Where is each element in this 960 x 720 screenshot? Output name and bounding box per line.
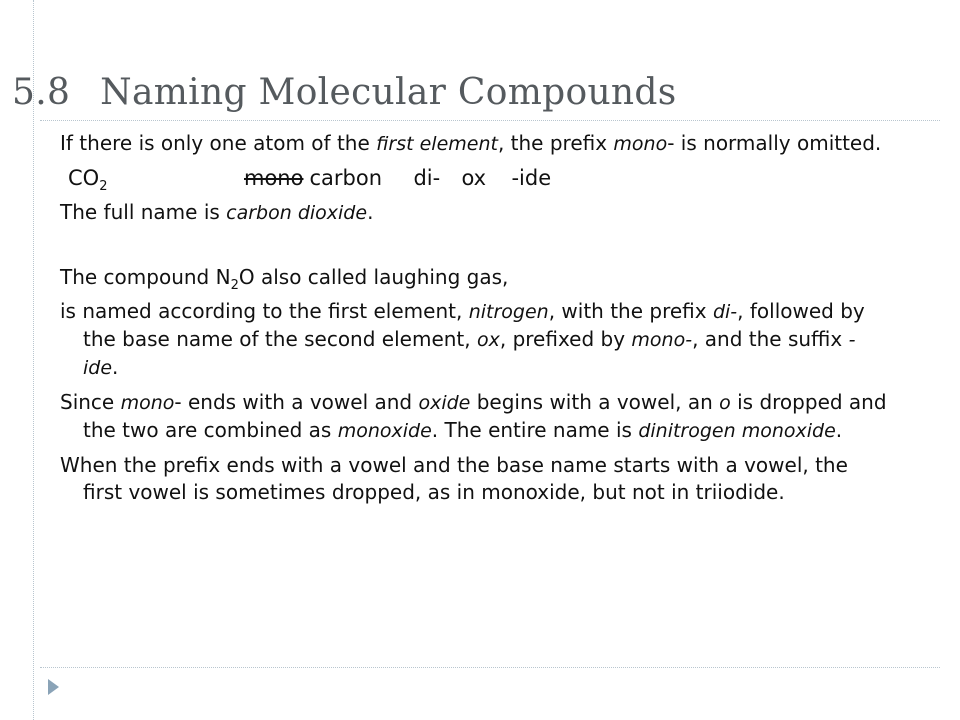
text-run: , with the prefix <box>548 299 713 323</box>
emphasis-first-element: first element <box>376 133 498 155</box>
text-run: is dropped and the two are combined as <box>83 390 887 442</box>
paragraph-laughing-gas <box>60 264 890 291</box>
struck-prefix-mono: mono <box>244 166 304 190</box>
spacer <box>60 234 890 264</box>
emphasis-mono: mono- <box>631 329 693 351</box>
example-co2 <box>60 165 890 192</box>
emphasis-ox: ox <box>476 329 500 351</box>
emphasis-oxide: oxide <box>418 392 471 414</box>
text-run: When the prefix ends with a vowel and the base name starts with a vowel, the first vowel is sometimes dropped, as in monoxide, but not in triiodide. <box>60 453 848 504</box>
text-run: , prefixed by <box>499 327 632 351</box>
text-run: begins with a vowel, an <box>470 390 720 414</box>
text-run: is named according to the first element, <box>60 299 469 323</box>
base-ox: ox <box>461 166 487 190</box>
triangle-right-icon <box>48 679 59 695</box>
suffix-ide: -ide <box>511 166 552 190</box>
word-carbon: carbon <box>309 166 383 190</box>
prefix-di: di- <box>413 166 441 190</box>
title-text: Naming Molecular Compounds <box>100 72 677 113</box>
formula-subscript: 2 <box>99 179 108 194</box>
formula-subscript: 2 <box>230 278 239 293</box>
text-run: . <box>112 355 119 379</box>
emphasis-mono: mono <box>613 133 668 155</box>
emphasis-nitrogen: nitrogen <box>468 301 549 323</box>
paragraph-vowel-drop <box>60 389 890 445</box>
title-divider <box>40 120 940 121</box>
text-run: - ends with a vowel and <box>174 390 419 414</box>
text-run: If there is only one atom of the <box>60 131 377 155</box>
section-number: 5.8 <box>12 72 71 113</box>
emphasis-di: di- <box>712 301 738 323</box>
paragraph-mono-omitted <box>60 130 890 158</box>
emphasis-o: o <box>719 392 731 414</box>
text-run: O also called laughing gas, <box>238 265 509 289</box>
text-run: . <box>367 200 374 224</box>
emphasis-carbon-dioxide: carbon dioxide <box>226 202 368 224</box>
text-run: - is normally omitted. <box>667 131 882 155</box>
emphasis-monoxide: monoxide <box>337 420 432 442</box>
footer-divider <box>40 667 940 668</box>
text-run: Since <box>60 390 121 414</box>
text-run: The full name is <box>60 200 227 224</box>
emphasis-dinitrogen-monoxide: dinitrogen monoxide <box>638 420 836 442</box>
text-run: , followed by the base name of the second element, <box>83 299 865 351</box>
formula-base: CO <box>68 166 100 190</box>
emphasis-mono: mono <box>120 392 175 414</box>
text-run: , and the suffix <box>692 327 849 351</box>
slide-title <box>12 72 677 113</box>
paragraph-naming-rule <box>60 298 890 382</box>
emphasis-ide: -ide <box>83 329 856 379</box>
text-run: , the prefix <box>497 131 614 155</box>
slide-body <box>60 130 890 513</box>
text-run: . <box>835 418 843 442</box>
formula-co2 <box>68 165 244 192</box>
paragraph-full-name <box>60 199 890 227</box>
paragraph-vowel-exception <box>60 452 890 506</box>
text-run: . The entire name is <box>431 418 639 442</box>
text-run: The compound N <box>60 265 231 289</box>
